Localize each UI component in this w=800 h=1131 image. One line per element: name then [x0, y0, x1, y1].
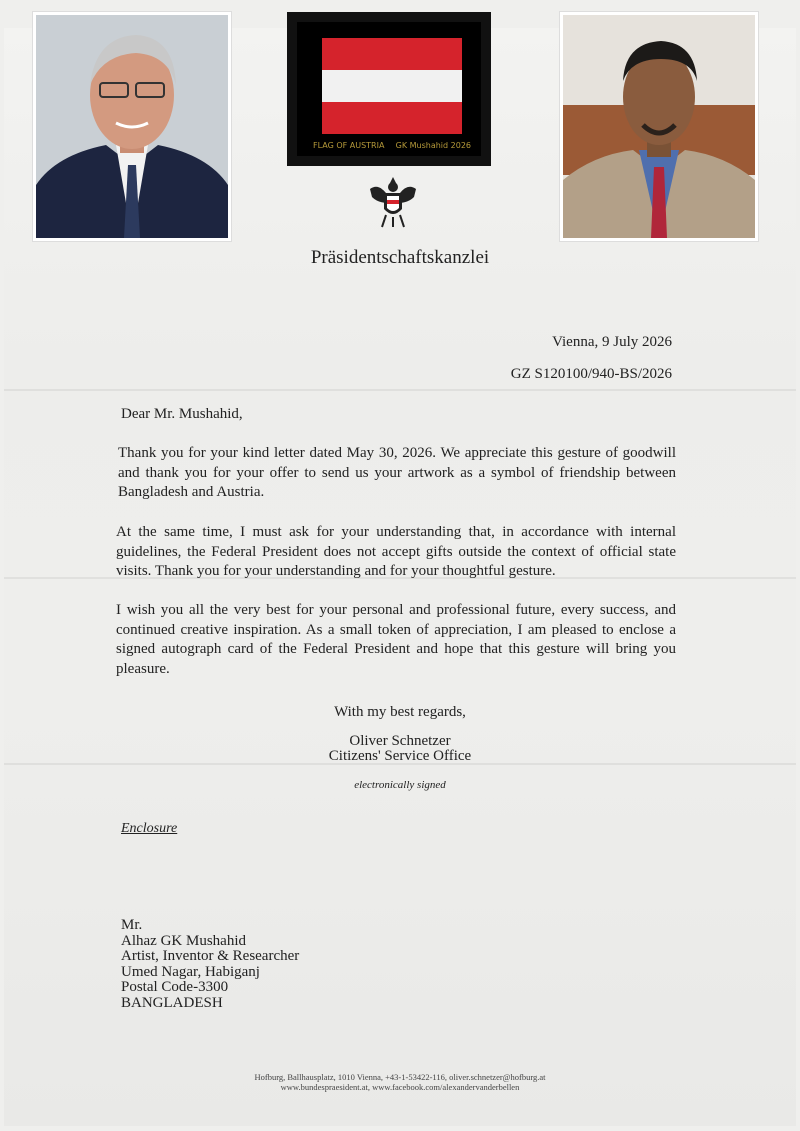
paragraph-2: At the same time, I must ask for your understanding that, in accordance with internal guidelines, the Federal President does not accept gifts outside the context of official state visits. Thank you for your understanding and for your thoughtful gesture. [116, 524, 676, 579]
salutation: Dear Mr. Mushahid, [121, 406, 243, 422]
letter-date: Vienna, 9 July 2026 [552, 334, 672, 350]
signature-note: electronically signed [354, 779, 446, 791]
address-line: Mr. [121, 917, 143, 933]
paragraph-1: Thank you for your kind letter dated May 30, 2026. We appreciate this gesture of goodwill and thank you for your offer to send us your artwork as a symbol of friendship between Bangladesh and Austria. [118, 445, 676, 500]
framed-flag-artwork [287, 12, 491, 166]
footer-websites: www.bundespraesident.at, www.facebook.com/alexandervanderbellen [280, 1082, 520, 1092]
enclosure-label: Enclosure [121, 821, 178, 836]
recipient-address [121, 918, 299, 1011]
flag-caption-signature: GK Mushahid 2026 [395, 141, 471, 150]
paragraph-3: I wish you all the very best for your personal and professional future, every success, and continued creative inspiration. As a small token of appreciation, I am pleased to enclose a signed autograph card of the Federal President and hope that this gesture will bring you pleasure. [116, 602, 676, 677]
austrian-eagle-emblem [368, 175, 418, 229]
portrait-photo-right [560, 12, 758, 241]
signer-name: Oliver Schnetzer [349, 733, 451, 749]
austria-flag [322, 38, 462, 134]
address-line: Alhaz GK Mushahid [121, 932, 246, 949]
flag-caption-title: FLAG OF AUSTRIA [313, 141, 385, 150]
address-line: Artist, Inventor & Researcher [121, 948, 300, 964]
reference-number: GZ S120100/940-BS/2026 [510, 366, 672, 382]
signer-office: Citizens' Service Office [328, 748, 472, 764]
address-line: Umed Nagar, Habiganj [121, 963, 260, 980]
address-line: Postal Code-3300 [121, 979, 229, 995]
footer-contact: Hofburg, Ballhausplatz, 1010 Vienna, +43-1-53422-116, oliver.schnetzer@hofburg.at [254, 1072, 546, 1082]
address-line: BANGLADESH [121, 994, 223, 1011]
paper-fold [4, 389, 796, 391]
portrait-photo-left [33, 12, 231, 241]
closing: With my best regards, [334, 704, 466, 720]
letterhead-office: Präsidentschaftskanzlei [310, 247, 490, 268]
